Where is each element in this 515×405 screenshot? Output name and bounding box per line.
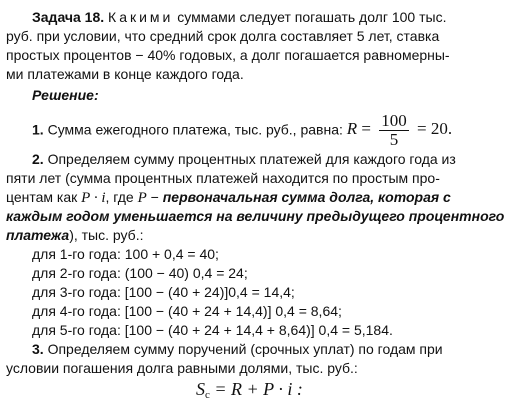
year-2-line: для 2-го года: (100 − 40) 0,4 = 24; [32, 265, 248, 281]
step2-line-4: каждым годом уменьшается на величину предыдущего процентного [6, 208, 505, 224]
step2-text-3b: , где [105, 189, 134, 205]
step1-formula-eq: = [361, 119, 371, 139]
step2-number: 2. [32, 151, 44, 167]
step3-line-1 [32, 340, 443, 359]
step2-line-3 [6, 188, 451, 208]
year-4-line: для 4-го года: [100 − (40 + 24 + 14,4)] 0,4 = 8,64; [32, 303, 342, 319]
step3-number: 3. [32, 341, 44, 357]
step1-formula [346, 111, 453, 149]
step1-formula-lhs: R [346, 119, 358, 139]
step2-line-5 [6, 226, 143, 245]
step3-line-2: условии погашения долга равными долями, тыс. руб.: [6, 360, 358, 376]
step1-fraction [379, 112, 409, 149]
step2-text-1: Определяем сумму процентных платежей для каждого года из [47, 151, 456, 167]
step3-formula-lhs: S [196, 379, 205, 399]
problem-text-1: суммами следует погашать долг 100 тыс. [177, 9, 447, 25]
problem-line-1 [32, 8, 446, 27]
problem-lead-word: Какими [108, 9, 174, 25]
step2-symbol-p-text: P [137, 190, 147, 206]
step2-text-3a: центам как [6, 189, 78, 205]
solution-heading: Решение: [32, 87, 99, 103]
step2-italic-5: платежа [6, 227, 70, 243]
step1-formula-result: = 20. [417, 119, 453, 139]
step2-dash: − [150, 189, 159, 205]
step3-formula-sub: c [205, 389, 210, 401]
step2-italic-3: первоначальная сумма долга, которая с [162, 189, 451, 205]
step2-text-5: ), тыс. руб.: [69, 227, 144, 243]
year-5-line: для 5-го года: [100 − (40 + 24 + 14,4 + 8,64)] 0,4 = 5,184. [32, 322, 393, 338]
step1-line [32, 112, 452, 149]
problem-line-3: простых процентов − 40% годовых, а долг погашается равномерны- [6, 47, 450, 63]
step2-line-2: пяти лет (сумма процентных платежей находится по простым про- [6, 170, 440, 186]
year-3-line: для 3-го года: [100 − (40 + 24)]0,4 = 14,4; [32, 284, 295, 300]
step3-text-1: Определяем сумму поручений (срочных уплат) по годам при [47, 341, 443, 357]
step2-formula-pi-text: P · i [81, 190, 106, 206]
year-1-line: для 1-го года: 100 + 0,4 = 40; [32, 246, 219, 262]
step1-numerator: 100 [381, 111, 407, 130]
problem-line-2: руб. при условии, что средний срок долга составляет 5 лет, ставка [6, 28, 440, 44]
step2-formula-pi [81, 190, 105, 206]
step1-text: Сумма ежегодного платежа, тыс. руб., равна: [47, 121, 343, 138]
step1-number: 1. [32, 121, 44, 138]
step2-line-1 [32, 150, 456, 169]
step1-denominator: 5 [389, 130, 399, 149]
step3-formula [196, 380, 303, 405]
step2-symbol-p [138, 190, 147, 206]
step3-formula-rhs: = R + P · i : [214, 379, 303, 399]
problem-line-4: ми платежами в конце каждого года. [6, 66, 244, 82]
problem-label: Задача 18. [32, 9, 105, 25]
